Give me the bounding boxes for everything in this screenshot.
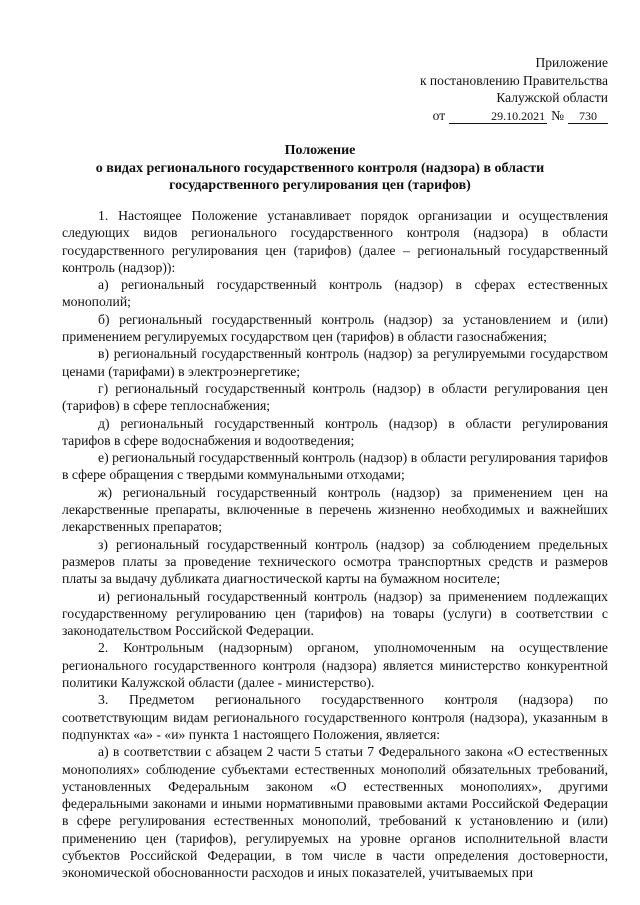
title-line-3: государственного регулирования цен (тарифов) [169, 178, 471, 193]
document-title [70, 142, 570, 195]
paragraph-2: 2. Контрольным (надзорным) органом, уполномоченным на осуществление регионального государственного контроля (надзора) является министерство конкурентной политики Калужской области (далее - министерство). [62, 640, 608, 691]
title-line-1: Положение [284, 143, 356, 158]
paragraph-1i: и) региональный государственный контроль (надзор) за применением подлежащих государственному регулированию цен (тарифов) на товары (услуги) в соответствии с законодательством Российской Федерации. [62, 588, 608, 639]
title-line-2: о видах регионального государственного контроля (надзора) в области [95, 160, 545, 176]
paragraph-1d: д) региональный государственный контроль (надзор) в области регулирования тарифов в сфере водоснабжения и водоотведения; [62, 415, 608, 448]
appendix-label: Приложение [535, 55, 608, 70]
paragraph-1zh: ж) региональный государственный контроль (надзор) за применением цен на лекарственные препараты, включенные в перечень жизненно необходимых и важнейших лекарственных препаратов; [62, 484, 608, 535]
paragraph-1e: е) региональный государственный контроль (надзор) в области регулирования тарифов в сфере обращения с твердыми коммунальными отходами; [62, 450, 608, 483]
paragraph-1: 1. Настоящее Положение устанавливает порядок организации и осуществления следующих видов регионального государственного контроля (надзора) в области государственного регулирования цен (тарифов) (далее – региональный государственный контроль (надзор)): [62, 208, 608, 275]
date-number-line [420, 107, 608, 125]
date-prefix: от [432, 107, 446, 123]
resolution-date: 29.10.2021 [449, 109, 547, 124]
resolution-number: 730 [568, 109, 608, 124]
paragraph-1v: в) региональный государственный контроль (надзор) за регулируемыми государством ценами (тарифами) в электроэнергетике; [62, 346, 608, 379]
paragraph-1z: з) региональный государственный контроль (надзор) за соблюдением предельных размеров платы за проведение технического осмотра транспортных средств и размеров платы за выдачу дубликата диагностической карты на бумажном носителе; [62, 536, 608, 587]
resolution-reference: к постановлению Правительства [419, 72, 608, 88]
paragraph-1b: б) региональный государственный контроль (надзор) за установлением и (или) применением регулируемых государством цен (тарифов) в области газоснабжения; [62, 311, 608, 345]
paragraph-1a: а) региональный государственный контроль (надзор) в сферах естественных монополий; [62, 277, 608, 310]
paragraph-1g: г) региональный государственный контроль (надзор) в области регулирования цен (тарифов) в сфере теплоснабжения; [62, 380, 608, 414]
paragraph-3a: а) в соответствии с абзацем 2 части 5 статьи 7 Федерального закона «О естественных монополиях» соблюдение субъектами естественных монополий обязательных требований, установленных Федеральным законом «О естественных монополиях», другими федеральными законами и иными нормативными правовыми актами Российской Федерации в сфере регулирования естественных монополий, требований к установлению и (или) применению цен (тарифов), регулируемых на уровне органов исполнительной власти субъектов Российской Федерации, в том числе в части определения достоверности, экономической обоснованности расходов и иных показателей, учитываемых при [62, 744, 608, 881]
appendix-header [420, 54, 608, 124]
paragraph-3: 3. Предметом регионального государственного контроля (надзора) по соответствующим видам регионального государственного контроля (надзора), указанным в подпунктах «а» - «и» пункта 1 настоящего Положения, является: [62, 692, 608, 742]
number-prefix: № [551, 107, 564, 123]
document-body [62, 207, 608, 882]
region-name: Калужской области [496, 90, 608, 105]
